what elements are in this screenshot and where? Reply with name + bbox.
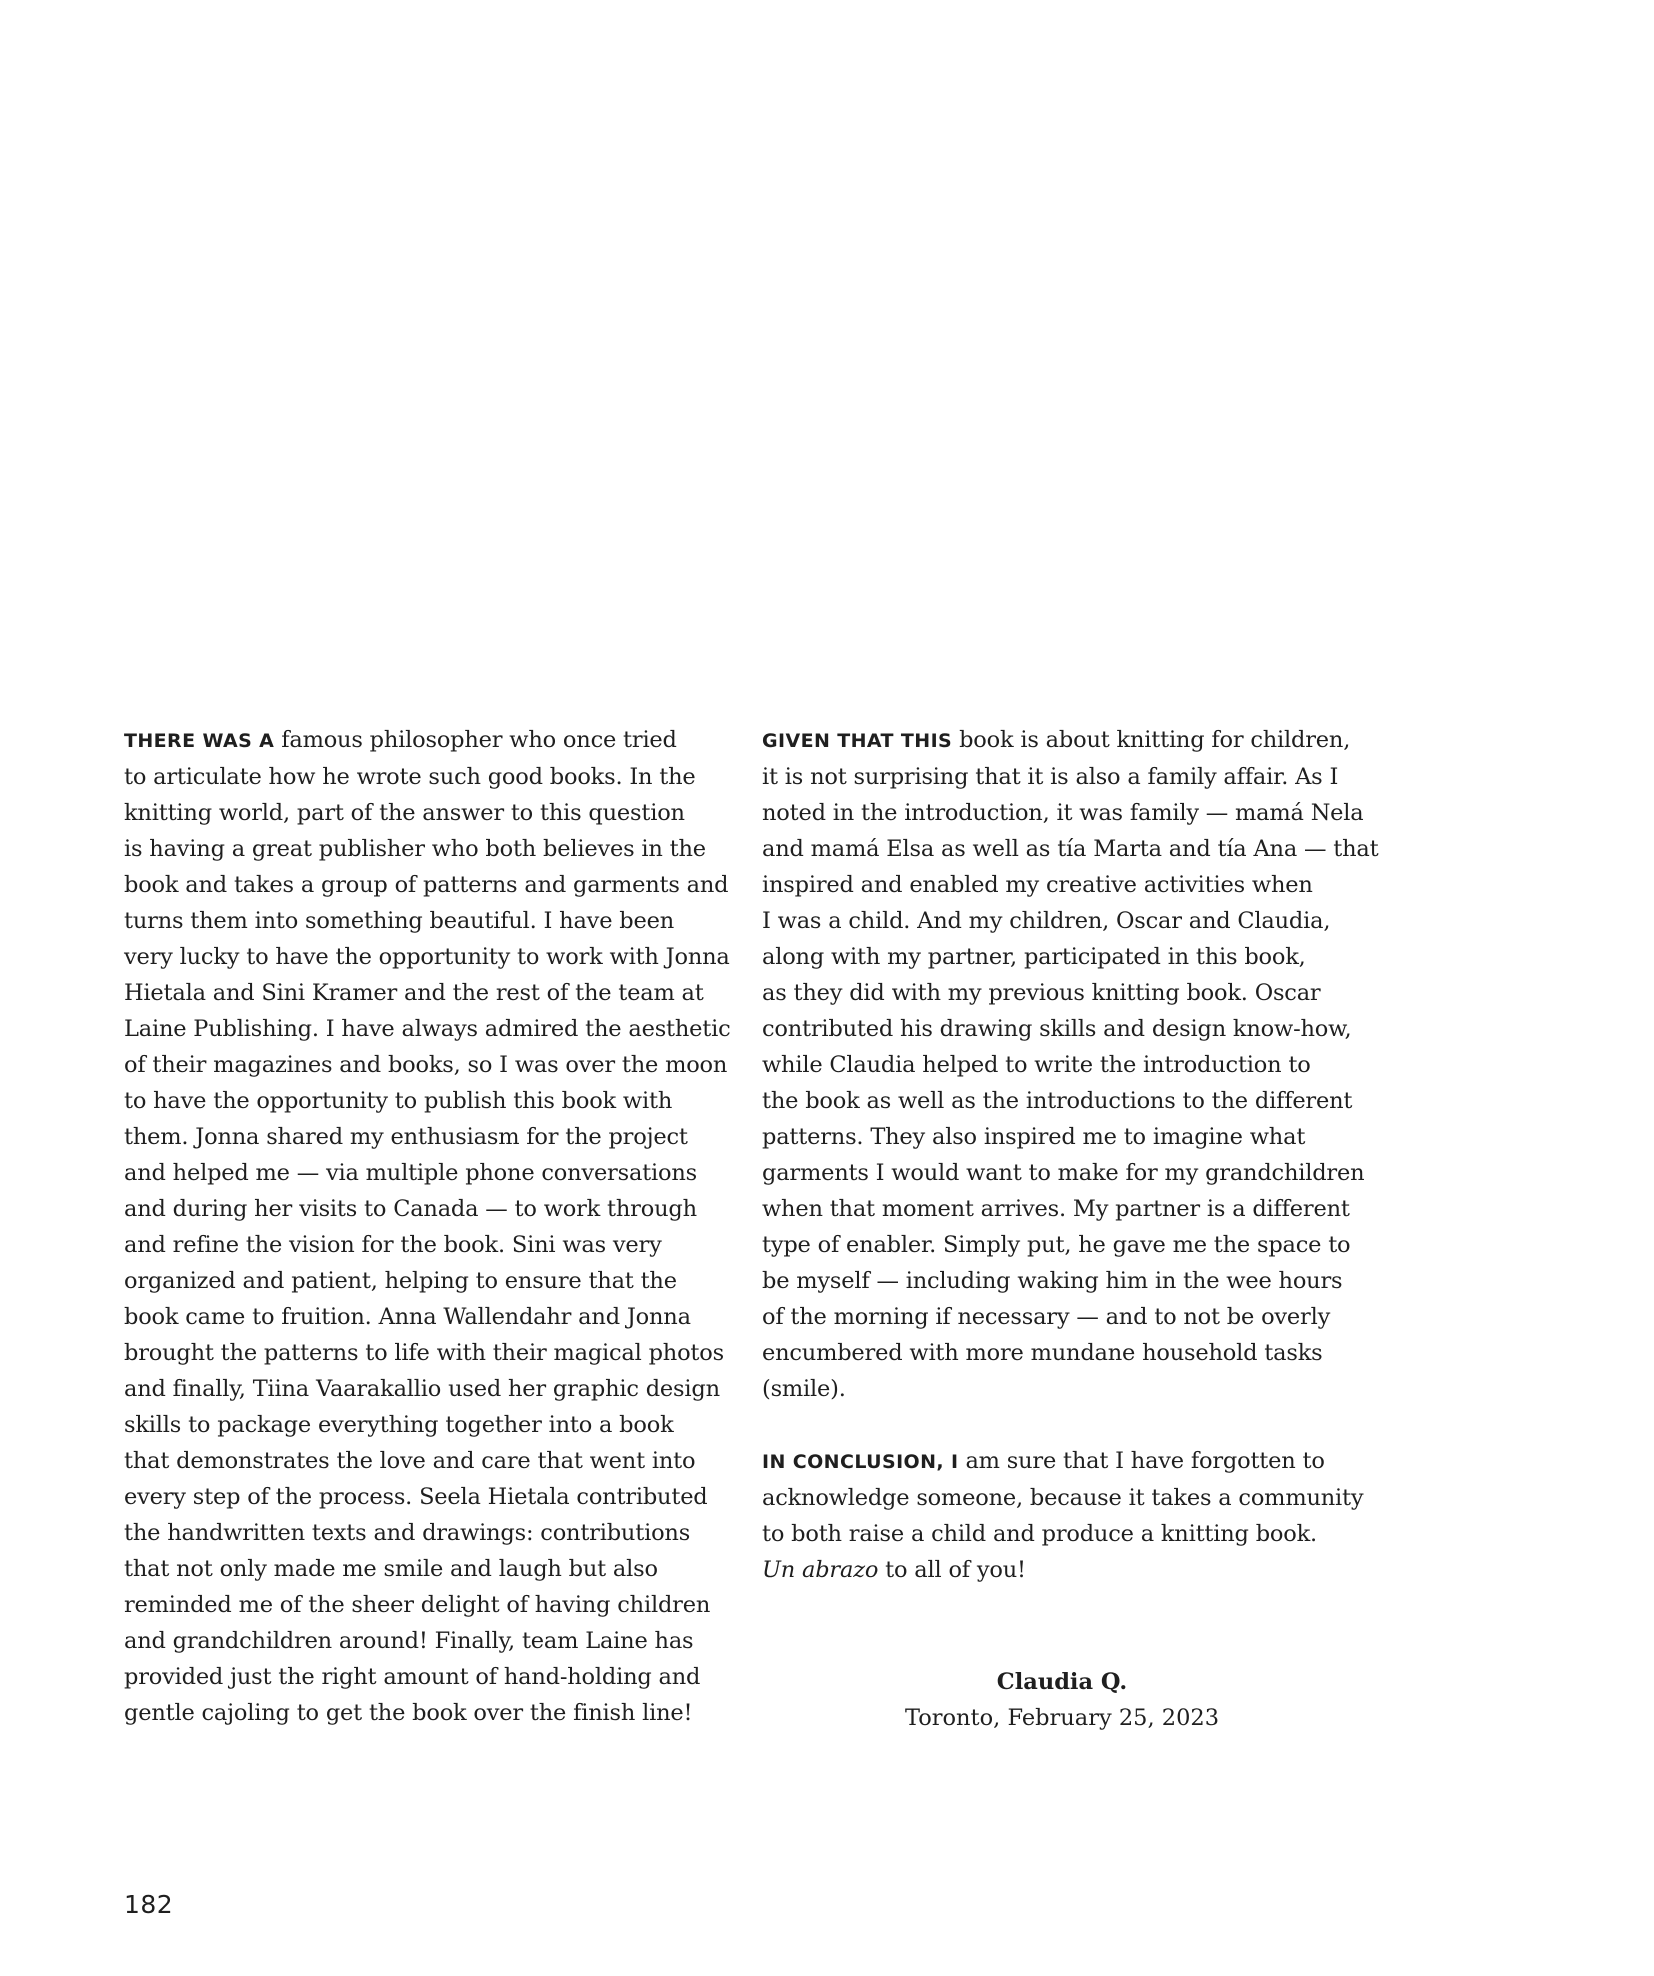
text-line: very lucky to have the opportunity to work with Jonna [124,944,730,970]
text-line: it is not surprising that it is also a family affair. As I [762,764,1339,790]
text-line: acknowledge someone, because it takes a community [762,1485,1364,1511]
text-line: reminded me of the sheer delight of having children [124,1592,711,1618]
text-line: along with my partner, participated in this book, [762,944,1306,970]
text-line: the book as well as the introductions to the different [762,1088,1353,1114]
text-line: skills to package everything together into a book [124,1412,674,1438]
text-line: type of enabler. Simply put, he gave me the space to [762,1232,1351,1258]
text-line: gentle cajoling to get the book over the finish line! [124,1700,693,1726]
text-line: as they did with my previous knitting book. Oscar [762,980,1321,1006]
text-line: inspired and enabled my creative activities when [762,872,1313,898]
text-line: that demonstrates the love and care that went into [124,1448,696,1474]
text-line: and during her visits to Canada — to work through [124,1196,697,1222]
text-line: is having a great publisher who both believes in the [124,836,706,862]
text-line: of the morning if necessary — and to not be overly [762,1304,1331,1330]
right-first-line-text: book is about knitting for children, [952,727,1351,753]
text-line: brought the patterns to life with their magical photos [124,1340,724,1366]
text-line: encumbered with more mundane household tasks [762,1340,1323,1366]
text-line: and finally, Tiina Vaarakallio used her graphic design [124,1376,720,1402]
text-line: and helped me — via multiple phone conversations [124,1160,697,1186]
text-line: book and takes a group of patterns and garments and [124,872,729,898]
text-line: turns them into something beautiful. I have been [124,908,674,934]
left-column [124,722,731,1731]
text-line: patterns. They also inspired me to imagine what [762,1124,1306,1150]
text-line: to both raise a child and produce a knitting book. [762,1521,1317,1547]
text-line: noted in the introduction, it was family — mamá Nela [762,800,1364,826]
paragraph-gap [762,1407,1362,1443]
text-line: garments I would want to make for my grandchildren [762,1160,1365,1186]
text-line: knitting world, part of the answer to this question [124,800,685,826]
text-line: that not only made me smile and laugh but also [124,1556,658,1582]
text-line: to have the opportunity to publish this book with [124,1088,673,1114]
text-line: provided just the right amount of hand-holding and [124,1664,701,1690]
conclusion-first-line [762,1443,1362,1480]
paragraph-family [762,722,1379,1407]
text-line: and refine the vision for the book. Sini was very [124,1232,662,1258]
signature-name: Claudia Q. [996,1669,1128,1695]
right-column [762,722,1379,1588]
text-line: every step of the process. Seela Hietala contributed [124,1484,708,1510]
conclusion-first-line-text: am sure that I have forgotten to [958,1448,1325,1474]
text-line: Hietala and Sini Kramer and the rest of the team at [124,980,704,1006]
conclusion-last-line-text: to all of you! [878,1557,1026,1583]
text-line: be myself — including waking him in the wee hours [762,1268,1343,1294]
right-first-line [762,722,1362,759]
text-line: contributed his drawing skills and design know-how, [762,1016,1352,1042]
right-lead-in: GIVEN THAT THIS [762,730,953,752]
text-line: when that moment arrives. My partner is a different [762,1196,1350,1222]
text-line: the handwritten texts and drawings: contributions [124,1520,691,1546]
page-number: 182 [124,1890,174,1919]
text-line: to articulate how he wrote such good books. In the [124,764,696,790]
signature-block [762,1664,1362,1736]
left-first-line [124,722,724,759]
text-line: book came to fruition. Anna Wallendahr and Jonna [124,1304,691,1330]
text-line: and grandchildren around! Finally, team Laine has [124,1628,694,1654]
paragraph-conclusion [762,1443,1362,1588]
text-line: of their magazines and books, so I was over the moon [124,1052,728,1078]
conclusion-lead-in: IN CONCLUSION, I [762,1451,959,1473]
text-line: (smile). [762,1376,846,1402]
text-line: and mamá Elsa as well as tía Marta and tía Ana — that [762,836,1379,862]
left-lead-in: THERE WAS A [124,730,275,752]
italic-phrase: Un abrazo [762,1557,879,1583]
conclusion-last-line [762,1552,1362,1588]
text-line: I was a child. And my children, Oscar and Claudia, [762,908,1331,934]
signature-place-date: Toronto, February 25, 2023 [904,1705,1220,1731]
text-line: organized and patient, helping to ensure that the [124,1268,677,1294]
text-line: them. Jonna shared my enthusiasm for the project [124,1124,688,1150]
text-line: Laine Publishing. I have always admired the aesthetic [124,1016,731,1042]
left-first-line-text: famous philosopher who once tried [274,727,677,753]
text-line: while Claudia helped to write the introduction to [762,1052,1311,1078]
